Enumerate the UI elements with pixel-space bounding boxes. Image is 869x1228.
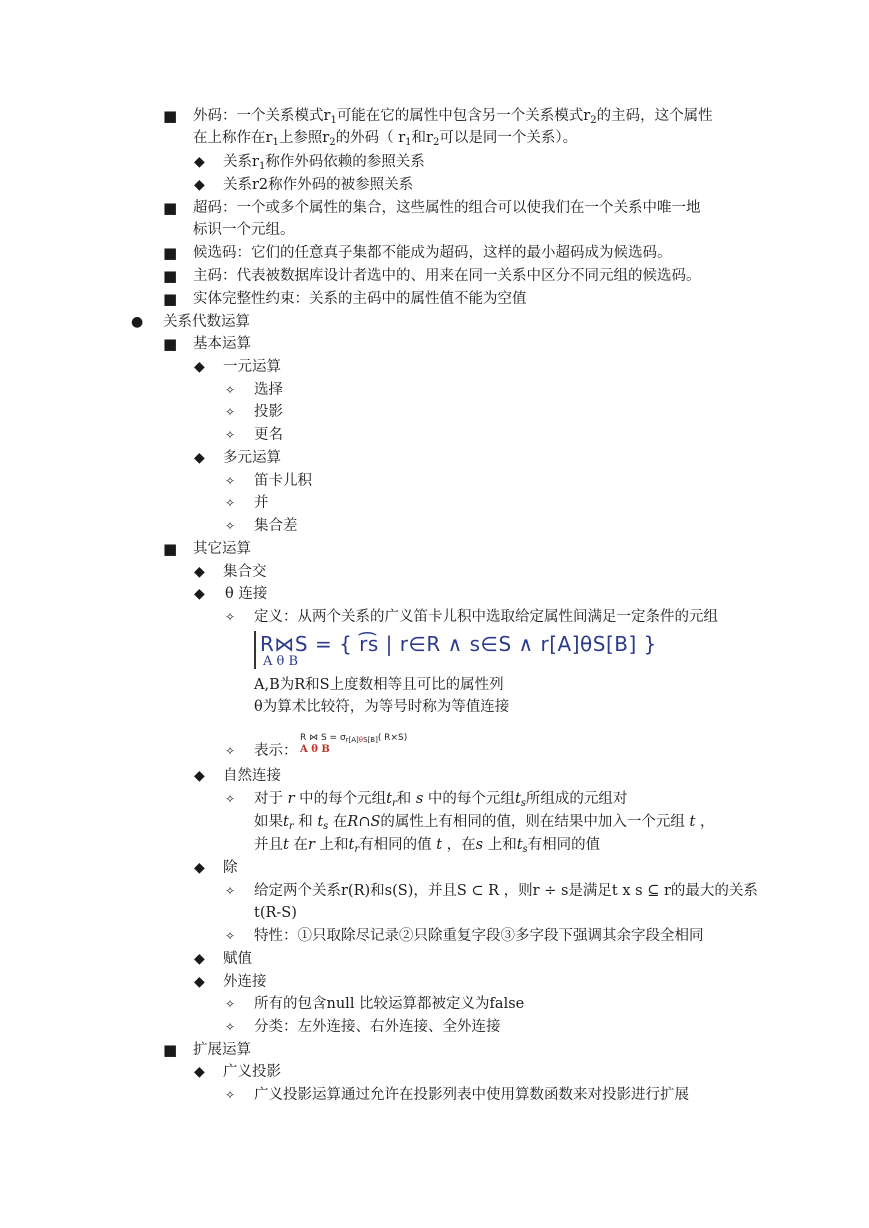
- multi-operations: 多元运算: [223, 450, 281, 466]
- entity-integrity: 实体完整性约束：关系的主码中的属性值不能为空值: [193, 291, 527, 307]
- referencing-relation: 关系$r_1$称作外码依赖的参照关系: [223, 154, 425, 172]
- star-bullet-icon: ✧: [225, 929, 236, 943]
- notation-label: 表示：: [254, 743, 298, 759]
- theta-operator-note: θ为算术比较符，为等号时称为等值连接: [254, 699, 510, 715]
- attribute-columns-note: A,B为R和S上度数相等且可比的属性列: [254, 677, 504, 693]
- natural-join-line-1: 对于 r 中的每个元组$t_r$和 s 中的每个元组$t_s$所组成的元组对: [254, 791, 628, 809]
- foreign-key-line-2: 在上称作在$r_1$上参照$r_2$的外码（ $r_1$和$r_2$可以是同一个关系）。: [193, 130, 578, 148]
- theta-join-notation: R ⋈ $S = \sigma_{r[A]\theta S[B]}$( R×S): [300, 733, 408, 744]
- star-bullet-icon: ✧: [225, 610, 236, 624]
- natural-join-line-2: 如果$t_r$ 和 $t_s$ 在R∩S的属性上有相同的值，则在结果中加入一个元组 t ，: [254, 814, 715, 832]
- foreign-key-line-1: 外码：一个关系模式$r_1$可能在它的属性中包含另一个关系模式$r_2$的主码，这个属性: [193, 108, 713, 126]
- natural-join-line-3: 并且t 在r 上和$t_r$有相同的值 t ，在s 上和$t_s$有相同的值: [254, 837, 601, 855]
- op-project: 投影: [254, 404, 283, 420]
- op-select: 选择: [254, 382, 283, 398]
- op-generalized-projection: 广义投影: [223, 1064, 281, 1080]
- op-theta-join: θ 连接: [225, 586, 268, 602]
- star-bullet-icon: ✧: [225, 997, 236, 1011]
- square-bullet-icon: ■: [163, 199, 178, 217]
- outer-join-types: 分类：左外连接、右外连接、全外连接: [254, 1019, 501, 1035]
- theta-join-formula: [254, 629, 657, 671]
- diamond-bullet-icon: ◆: [194, 564, 205, 580]
- referenced-relation: 关系r2称作外码的被参照关系: [223, 177, 414, 193]
- diamond-bullet-icon: ◆: [194, 177, 205, 193]
- basic-operations: 基本运算: [193, 336, 251, 352]
- theta-join-notation-subscript: A θ B: [300, 744, 330, 755]
- op-cartesian: 笛卡儿积: [254, 473, 312, 489]
- op-intersection: 集合交: [223, 564, 267, 580]
- outer-join-null: 所有的包含null 比较运算都被定义为false: [254, 996, 525, 1012]
- candidate-key: 候选码：它们的任意真子集都不能成为超码，这样的最小超码成为候选码。: [193, 245, 672, 261]
- star-bullet-icon: ✧: [225, 884, 236, 898]
- star-bullet-icon: ✧: [225, 519, 236, 533]
- diamond-bullet-icon: ◆: [194, 951, 205, 967]
- diamond-bullet-icon: ◆: [194, 154, 205, 170]
- star-bullet-icon: ✧: [225, 428, 236, 442]
- formula-subscript: A θ B: [263, 654, 299, 669]
- diamond-bullet-icon: ◆: [194, 450, 205, 466]
- diamond-bullet-icon: ◆: [194, 1064, 205, 1080]
- section-relational-algebra: 关系代数运算: [163, 314, 250, 330]
- square-bullet-icon: ■: [163, 267, 178, 285]
- superkey-line-1: 超码：一个或多个属性的集合，这些属性的组合可以使我们在一个关系中唯一地: [193, 200, 701, 216]
- diamond-bullet-icon: ◆: [194, 768, 205, 784]
- round-bullet-icon: ●: [131, 314, 144, 330]
- op-rename: 更名: [254, 427, 283, 443]
- generalized-projection-definition: 广义投影运算通过允许在投影列表中使用算数函数来对投影进行扩展: [254, 1087, 689, 1103]
- primary-key: 主码：代表被数据库设计者选中的、用来在同一关系中区分不同元组的候选码。: [193, 268, 701, 284]
- star-bullet-icon: ✧: [225, 496, 236, 510]
- square-bullet-icon: ■: [163, 1041, 178, 1059]
- division-definition-cont: t(R-S): [254, 905, 297, 921]
- star-bullet-icon: ✧: [225, 474, 236, 488]
- formula-expression: R⋈S = { r͡s | r∈R ∧ s∈S ∧ r[A]θS[B] }: [260, 632, 657, 656]
- superkey-line-2: 标识一个元组。: [193, 222, 295, 238]
- square-bullet-icon: ■: [163, 290, 178, 308]
- theta-join-definition: 定义：从两个关系的广义笛卡儿积中选取给定属性间满足一定条件的元组: [254, 609, 718, 625]
- op-assignment: 赋值: [223, 951, 252, 967]
- extended-operations: 扩展运算: [193, 1042, 251, 1058]
- square-bullet-icon: ■: [163, 244, 178, 262]
- op-set-difference: 集合差: [254, 518, 298, 534]
- op-outer-join: 外连接: [223, 974, 267, 990]
- diamond-bullet-icon: ◆: [194, 974, 205, 990]
- unary-operations: 一元运算: [223, 359, 281, 375]
- diamond-bullet-icon: ◆: [194, 359, 205, 375]
- diamond-bullet-icon: ◆: [194, 586, 205, 602]
- square-bullet-icon: ■: [163, 107, 178, 125]
- formula-bar: [254, 631, 256, 669]
- op-union: 并: [254, 495, 269, 511]
- division-definition: 给定两个关系r(R)和s(S)，并且S ⊂ R ，则r ÷ s是满足t x s ⊆ r的最大的关系: [254, 883, 758, 899]
- op-division: 除: [223, 860, 238, 876]
- star-bullet-icon: ✧: [225, 744, 236, 758]
- diamond-bullet-icon: ◆: [194, 860, 205, 876]
- star-bullet-icon: ✧: [225, 792, 236, 806]
- star-bullet-icon: ✧: [225, 1088, 236, 1102]
- other-operations: 其它运算: [193, 541, 251, 557]
- square-bullet-icon: ■: [163, 335, 178, 353]
- division-properties: 特性：①只取除尽记录②只除重复字段③多字段下强调其余字段全相同: [254, 928, 704, 944]
- star-bullet-icon: ✧: [225, 405, 236, 419]
- star-bullet-icon: ✧: [225, 1020, 236, 1034]
- star-bullet-icon: ✧: [225, 383, 236, 397]
- square-bullet-icon: ■: [163, 540, 178, 558]
- op-natural-join: 自然连接: [223, 768, 281, 784]
